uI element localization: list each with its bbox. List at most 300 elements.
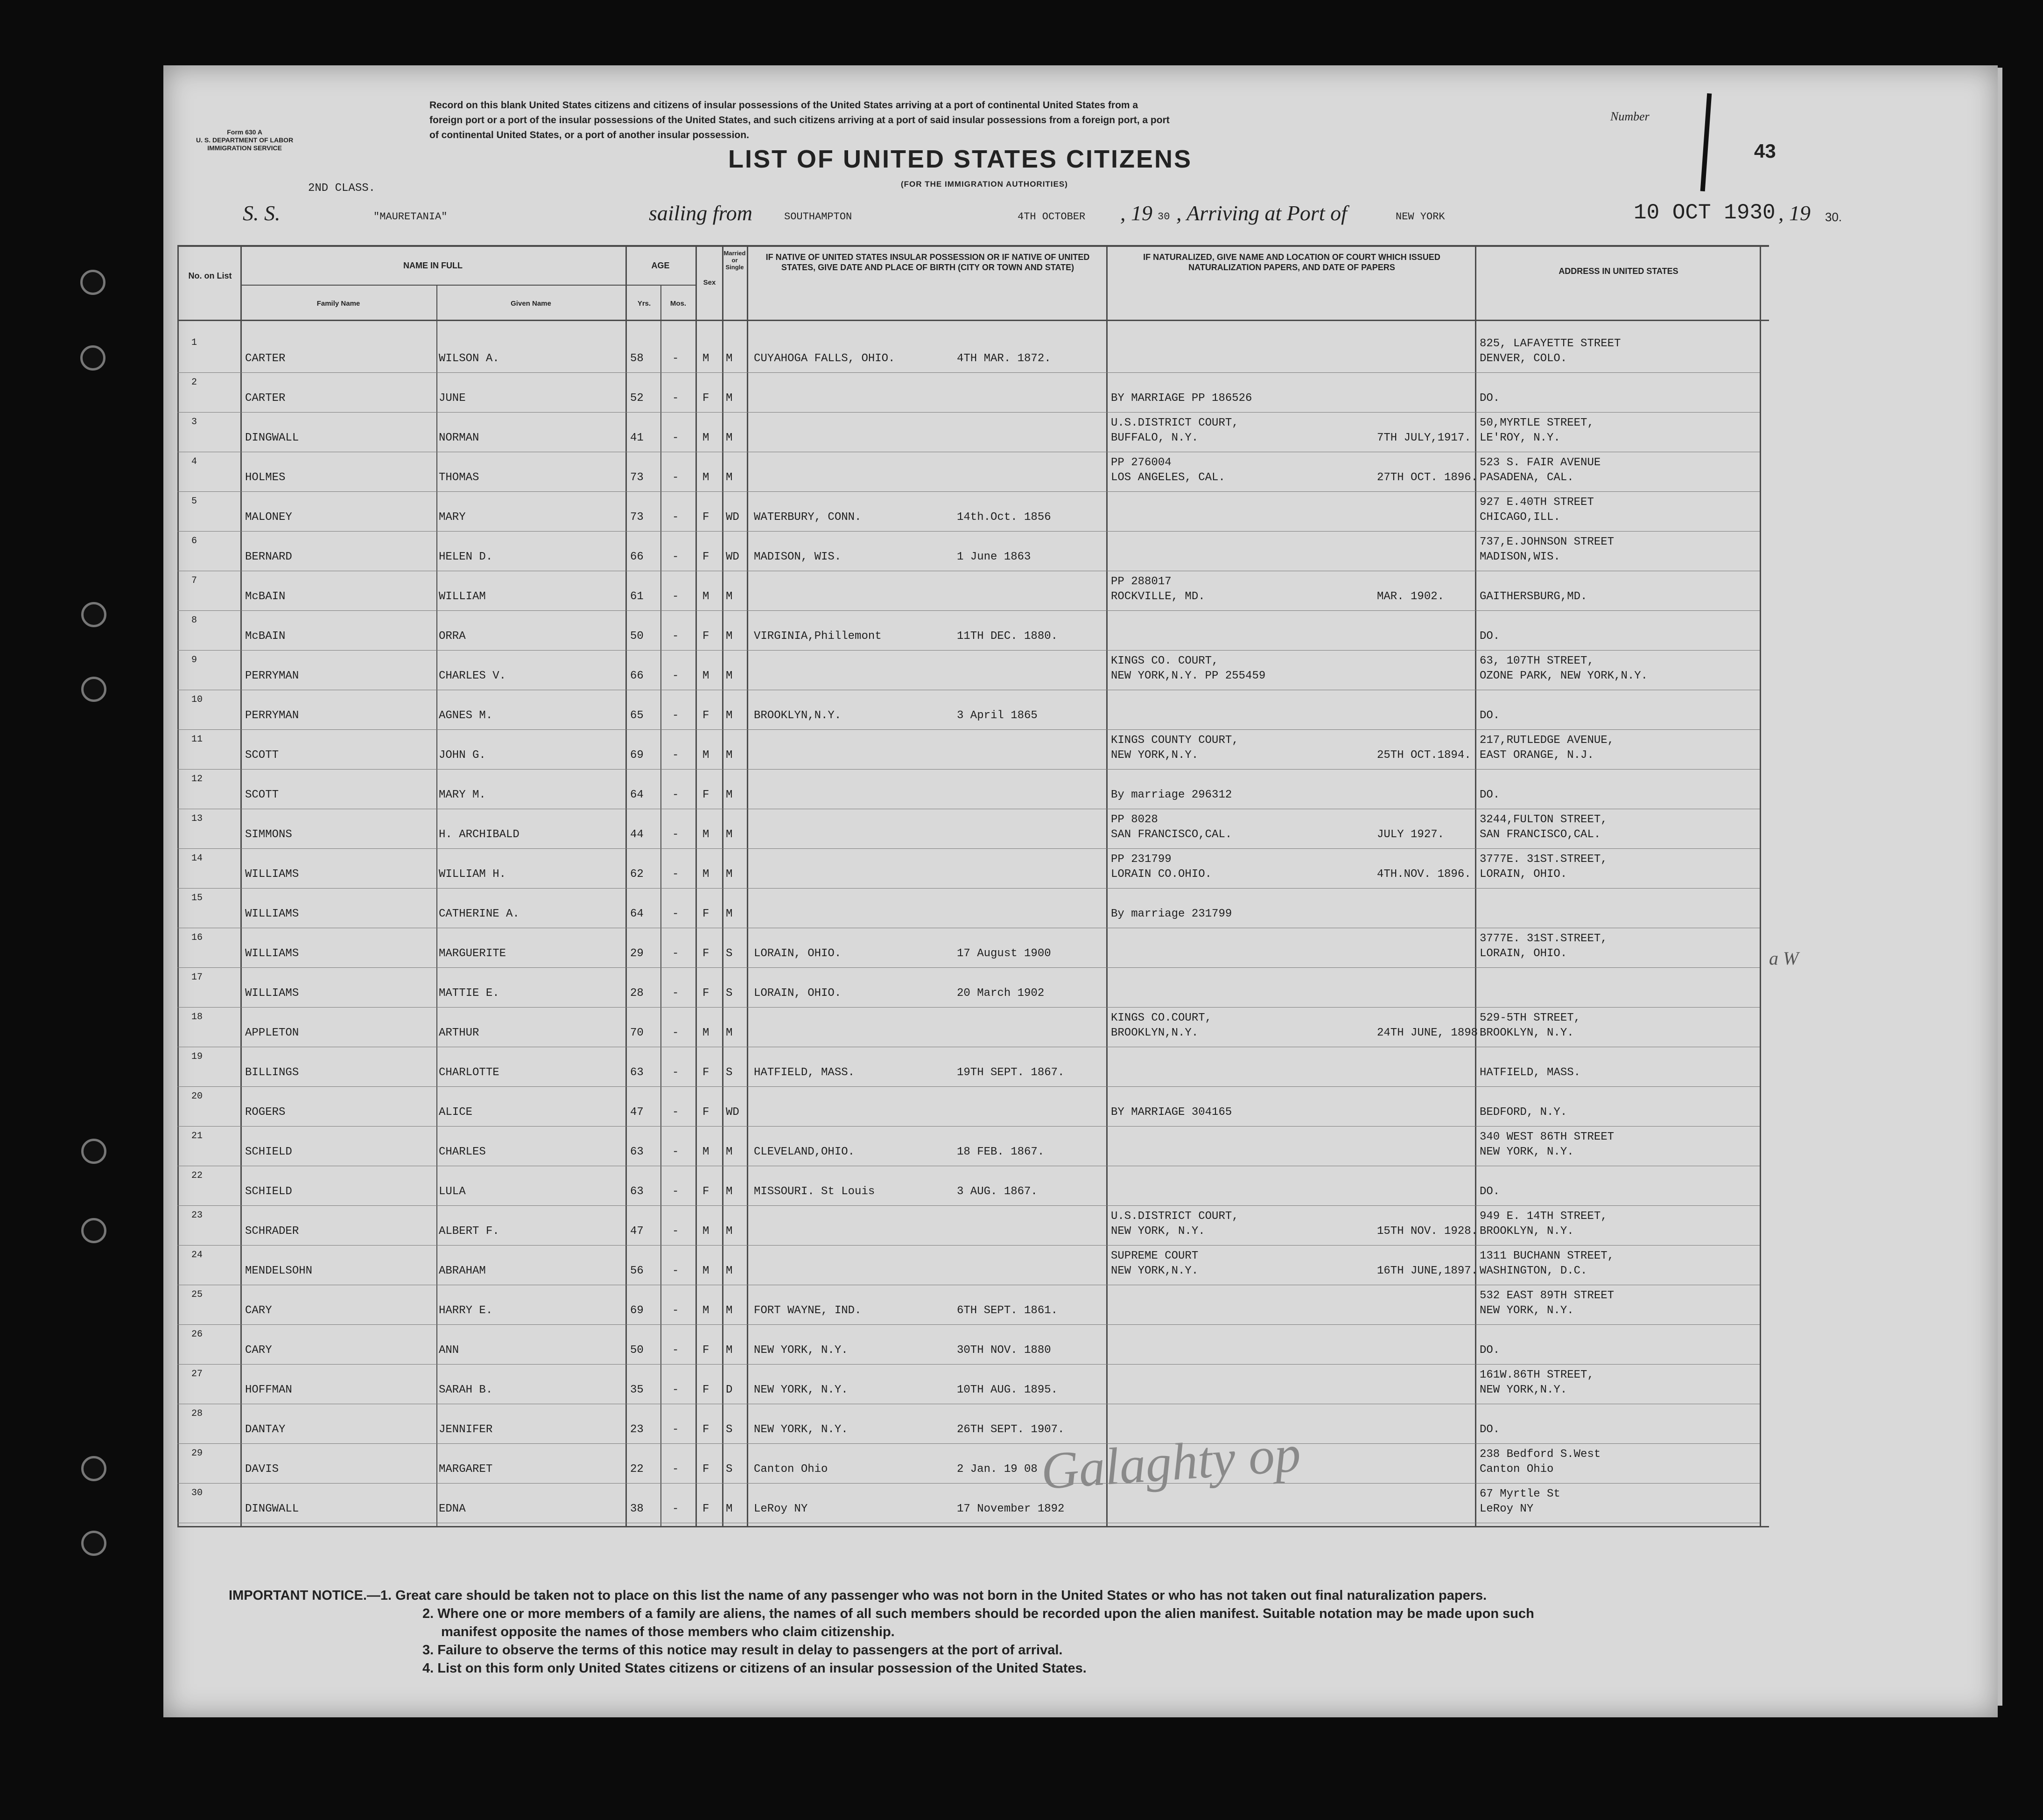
- address-line-2: BROOKLYN, N.Y.: [1480, 1225, 1574, 1238]
- passenger-class: 2ND CLASS.: [308, 182, 376, 195]
- naturalization-court: SUPREME COURT: [1111, 1250, 1199, 1262]
- row-number: 28: [191, 1408, 203, 1419]
- row-divider: [177, 372, 1760, 373]
- family-name: CARTER: [245, 352, 286, 365]
- punch-hole: [80, 345, 105, 371]
- naturalization-court: KINGS COUNTY COURT,: [1111, 734, 1239, 747]
- row-divider: [177, 412, 1760, 413]
- age-months: -: [672, 1304, 679, 1317]
- age-months: -: [672, 551, 679, 563]
- row-number: 29: [191, 1448, 203, 1459]
- naturalization-date: MAR. 1902.: [1377, 590, 1445, 603]
- punch-hole: [81, 1218, 106, 1243]
- birth-place: VIRGINIA,Phillemont: [754, 630, 882, 643]
- age-years: 35: [630, 1384, 644, 1396]
- row-number: 10: [191, 694, 203, 705]
- marital-status: M: [726, 630, 733, 643]
- naturalization-location: LORAIN CO.OHIO.: [1111, 868, 1212, 881]
- birth-date: 14th.Oct. 1856: [957, 511, 1051, 524]
- address-line-1: 340 WEST 86TH STREET: [1480, 1131, 1615, 1143]
- header-line: foreign port or a port of the insular possessions of the United States, and such citizens arriving at a port of said insular possessions from a foreign port, a port: [429, 115, 1170, 126]
- notice-item-3: 3. Failure to observe the terms of this notice may result in delay to passengers at the port of arrival.: [422, 1643, 1063, 1658]
- age-months: -: [672, 828, 679, 841]
- given-name: CATHERINE A.: [439, 908, 520, 920]
- naturalization-location: LOS ANGELES, CAL.: [1111, 471, 1225, 484]
- given-name: JOHN G.: [439, 749, 486, 762]
- marital-status: WD: [726, 1106, 739, 1119]
- age-years: 50: [630, 630, 644, 643]
- arrival-year: 30.: [1825, 210, 1842, 224]
- table-bottom-border: [177, 1526, 1769, 1527]
- family-name: DAVIS: [245, 1463, 279, 1476]
- naturalization-location: BY MARRIAGE 304165: [1111, 1106, 1232, 1119]
- sex: F: [702, 1384, 709, 1396]
- naturalization-date: 16TH JUNE,1897.: [1377, 1265, 1478, 1277]
- age-months: -: [672, 630, 679, 643]
- header-subdivider: [242, 285, 695, 286]
- address-line-2: OZONE PARK, NEW YORK,N.Y.: [1480, 670, 1648, 682]
- family-name: PERRYMAN: [245, 670, 299, 682]
- punch-hole: [80, 270, 105, 295]
- birth-place: HATFIELD, MASS.: [754, 1066, 855, 1079]
- row-divider: [177, 1086, 1760, 1087]
- naturalization-date: JULY 1927.: [1377, 828, 1445, 841]
- age-years: 65: [630, 709, 644, 722]
- punch-hole: [81, 1139, 106, 1164]
- naturalization-court: U.S.DISTRICT COURT,: [1111, 1210, 1239, 1223]
- birth-date: 17 August 1900: [957, 947, 1051, 960]
- birth-date: 3 April 1865: [957, 709, 1038, 722]
- sex: F: [702, 511, 709, 524]
- row-number: 21: [191, 1131, 203, 1141]
- age-months: -: [672, 392, 679, 405]
- age-months: -: [672, 789, 679, 801]
- punch-hole: [81, 602, 106, 627]
- sex: F: [702, 789, 709, 801]
- age-years: 38: [630, 1503, 644, 1515]
- marital-status: M: [726, 789, 733, 801]
- address-line-1: 523 S. FAIR AVENUE: [1480, 456, 1601, 469]
- family-name: PERRYMAN: [245, 709, 299, 722]
- row-number: 20: [191, 1091, 203, 1102]
- birth-date: 11TH DEC. 1880.: [957, 630, 1058, 643]
- column-header-family: Family Name: [316, 300, 360, 308]
- address-line-1: 67 Myrtle St: [1480, 1488, 1560, 1500]
- given-name: EDNA: [439, 1503, 466, 1515]
- marital-status: D: [726, 1384, 733, 1396]
- age-years: 47: [630, 1106, 644, 1119]
- sex: M: [702, 1225, 709, 1238]
- notice-title: IMPORTANT NOTICE.: [229, 1588, 367, 1603]
- age-years: 44: [630, 828, 644, 841]
- row-divider: [177, 1443, 1760, 1444]
- family-name: HOLMES: [245, 471, 286, 484]
- address-line-1: 825, LAFAYETTE STREET: [1480, 337, 1621, 350]
- row-divider: [177, 769, 1760, 770]
- age-years: 66: [630, 670, 644, 682]
- age-months: -: [672, 1344, 679, 1357]
- given-name: AGNES M.: [439, 709, 493, 722]
- column-header-address: ADDRESS IN UNITED STATES: [1559, 266, 1678, 276]
- given-name: WILSON A.: [439, 352, 499, 365]
- marital-status: WD: [726, 511, 739, 524]
- column-header-given: Given Name: [511, 300, 551, 308]
- service-name: IMMIGRATION SERVICE: [207, 144, 282, 152]
- address-line-2: DENVER, COLO.: [1480, 352, 1567, 365]
- age-years: 64: [630, 789, 644, 801]
- age-months: -: [672, 670, 679, 682]
- address-line-1: 3777E. 31ST.STREET,: [1480, 932, 1608, 945]
- row-number: 8: [191, 615, 197, 626]
- age-months: -: [672, 749, 679, 762]
- family-name: ROGERS: [245, 1106, 286, 1119]
- birth-place: LORAIN, OHIO.: [754, 987, 842, 1000]
- age-years: 63: [630, 1185, 644, 1198]
- family-name: BERNARD: [245, 551, 292, 563]
- number-label: Number: [1610, 110, 1650, 123]
- ss-label: S. S.: [243, 201, 281, 225]
- row-divider: [177, 491, 1760, 492]
- age-years: 70: [630, 1027, 644, 1039]
- inspector-signature: Galaghty op: [1039, 1424, 1303, 1501]
- naturalization-date: 25TH OCT.1894.: [1377, 749, 1471, 762]
- row-number: 24: [191, 1250, 203, 1260]
- row-divider: [177, 1126, 1760, 1127]
- row-number: 2: [191, 377, 197, 388]
- row-divider: [177, 1245, 1760, 1246]
- age-months: -: [672, 511, 679, 524]
- column-header-naturalization: IF NATURALIZED, GIVE NAME AND LOCATION OF COURT WHICH ISSUED NATURALIZATION PAPERS, AND DATE OF PAPERS: [1143, 252, 1440, 272]
- age-months: -: [672, 1146, 679, 1158]
- given-name: MARY: [439, 511, 466, 524]
- row-divider: [177, 729, 1760, 730]
- row-number: 5: [191, 496, 197, 507]
- naturalization-location: NEW YORK,N.Y. PP 255459: [1111, 670, 1266, 682]
- column-divider: [1106, 245, 1108, 1526]
- family-name: BILLINGS: [245, 1066, 299, 1079]
- given-name: ABRAHAM: [439, 1265, 486, 1277]
- marital-status: WD: [726, 551, 739, 563]
- address-line-2: CHICAGO,ILL.: [1480, 511, 1560, 524]
- address-line-2: GAITHERSBURG,MD.: [1480, 590, 1587, 603]
- notice-item-4: 4. List on this form only United States citizens or citizens of an insular possession of the United States.: [422, 1661, 1087, 1676]
- marital-status: S: [726, 1066, 733, 1079]
- address-line-1: 737,E.JOHNSON STREET: [1480, 536, 1615, 548]
- address-line-2: DO.: [1480, 1185, 1500, 1198]
- sex: F: [702, 551, 709, 563]
- row-number: 26: [191, 1329, 203, 1340]
- age-months: -: [672, 987, 679, 1000]
- address-line-2: NEW YORK, N.Y.: [1480, 1304, 1574, 1317]
- marital-status: S: [726, 947, 733, 960]
- marital-status: S: [726, 1463, 733, 1476]
- row-divider: [177, 1007, 1760, 1008]
- given-name: WILLIAM H.: [439, 868, 506, 881]
- address-line-2: LORAIN, OHIO.: [1480, 868, 1567, 881]
- birth-place: BROOKLYN,N.Y.: [754, 709, 842, 722]
- column-header-yrs: Yrs.: [637, 300, 651, 308]
- column-divider: [1475, 245, 1476, 1526]
- address-line-1: 3777E. 31ST.STREET,: [1480, 853, 1608, 866]
- sex: F: [702, 1185, 709, 1198]
- marital-status: S: [726, 987, 733, 1000]
- age-years: 69: [630, 1304, 644, 1317]
- birth-place: LeRoy NY: [754, 1503, 808, 1515]
- given-name: CHARLOTTE: [439, 1066, 499, 1079]
- age-years: 73: [630, 511, 644, 524]
- family-name: WILLIAMS: [245, 868, 299, 881]
- notice-item-2b: manifest opposite the names of those members who claim citizenship.: [441, 1624, 895, 1639]
- marital-status: M: [726, 868, 733, 881]
- naturalization-date: 27TH OCT. 1896.: [1377, 471, 1478, 484]
- birth-date: 19TH SEPT. 1867.: [957, 1066, 1065, 1079]
- column-divider: [240, 245, 242, 1526]
- age-years: 28: [630, 987, 644, 1000]
- row-divider: [177, 650, 1760, 651]
- form-agency-block: [196, 128, 293, 152]
- birth-place: CUYAHOGA FALLS, OHIO.: [754, 352, 895, 365]
- given-name: HELEN D.: [439, 551, 493, 563]
- marital-status: M: [726, 352, 733, 365]
- marital-status: M: [726, 1027, 733, 1039]
- marital-status: M: [726, 828, 733, 841]
- age-years: 52: [630, 392, 644, 405]
- sex: F: [702, 630, 709, 643]
- birth-date: 1 June 1863: [957, 551, 1031, 563]
- family-name: McBAIN: [245, 590, 286, 603]
- row-number: 25: [191, 1289, 203, 1300]
- age-months: -: [672, 1384, 679, 1396]
- sex: M: [702, 868, 709, 881]
- given-name: MARY M.: [439, 789, 486, 801]
- naturalization-date: 7TH JULY,1917.: [1377, 432, 1471, 444]
- naturalization-court: KINGS CO.COURT,: [1111, 1012, 1212, 1024]
- header-line: Record on this blank United States citizens and citizens of insular possessions of the United States arriving at a port of continental United States from a: [429, 100, 1138, 111]
- page-number: 43: [1754, 140, 1776, 162]
- naturalization-court: PP 8028: [1111, 813, 1158, 826]
- given-name: SARAH B.: [439, 1384, 493, 1396]
- naturalization-location: SAN FRANCISCO,CAL.: [1111, 828, 1232, 841]
- manifest-sheet: [163, 65, 1998, 1717]
- naturalization-court: PP 231799: [1111, 853, 1172, 866]
- row-number: 4: [191, 456, 197, 467]
- given-name: ALICE: [439, 1106, 473, 1119]
- row-number: 23: [191, 1210, 203, 1221]
- table-top-border: [177, 245, 1769, 247]
- birth-place: CLEVELAND,OHIO.: [754, 1146, 855, 1158]
- row-number: 12: [191, 774, 203, 784]
- table-header-border: [177, 320, 1769, 321]
- address-line-2: LE'ROY, N.Y.: [1480, 432, 1560, 444]
- age-years: 56: [630, 1265, 644, 1277]
- marital-status: M: [726, 709, 733, 722]
- address-line-2: SAN FRANCISCO,CAL.: [1480, 828, 1601, 841]
- marital-status: M: [726, 908, 733, 920]
- column-header-age: AGE: [651, 261, 670, 270]
- arriving-label: , Arriving at Port of: [1176, 201, 1347, 225]
- margin-note: a W: [1769, 948, 1799, 969]
- sex: M: [702, 352, 709, 365]
- age-months: -: [672, 352, 679, 365]
- naturalization-court: KINGS CO. COURT,: [1111, 655, 1219, 667]
- age-years: 22: [630, 1463, 644, 1476]
- family-name: WILLIAMS: [245, 908, 299, 920]
- birth-place: NEW YORK, N.Y.: [754, 1344, 848, 1357]
- arrival-date-stamp: 10 OCT 1930: [1634, 201, 1776, 225]
- age-years: 69: [630, 749, 644, 762]
- row-divider: [177, 1205, 1760, 1206]
- given-name: CHARLES: [439, 1146, 486, 1158]
- address-line-2: LeRoy NY: [1480, 1503, 1534, 1515]
- address-line-1: 532 EAST 89TH STREET: [1480, 1289, 1615, 1302]
- given-name: ANN: [439, 1344, 459, 1357]
- page-title: LIST OF UNITED STATES CITIZENS: [728, 145, 1192, 173]
- family-name: SCHIELD: [245, 1185, 292, 1198]
- birth-place: MADISON, WIS.: [754, 551, 842, 563]
- column-header-sex: Sex: [703, 279, 716, 287]
- marital-status: M: [726, 1344, 733, 1357]
- family-name: WILLIAMS: [245, 987, 299, 1000]
- birth-date: 20 March 1902: [957, 987, 1045, 1000]
- row-number: 1: [191, 337, 197, 348]
- row-number: 11: [191, 734, 203, 745]
- sex: F: [702, 392, 709, 405]
- address-line-1: 238 Bedford S.West: [1480, 1448, 1601, 1461]
- address-line-2: BEDFORD, N.Y.: [1480, 1106, 1567, 1119]
- age-months: -: [672, 908, 679, 920]
- given-name: LULA: [439, 1185, 466, 1198]
- given-name: HARRY E.: [439, 1304, 493, 1317]
- address-line-1: 927 E.40TH STREET: [1480, 496, 1594, 509]
- age-years: 61: [630, 590, 644, 603]
- naturalization-court: PP 276004: [1111, 456, 1172, 469]
- birth-date: 26TH SEPT. 1907.: [957, 1423, 1065, 1436]
- column-divider: [695, 245, 697, 1526]
- column-header-birth: IF NATIVE OF UNITED STATES INSULAR POSSESSION OR IF NATIVE OF UNITED STATES, GIVE DATE AND PLACE OF BIRTH (CITY OR TOWN AND STATE): [765, 252, 1090, 272]
- family-name: CARY: [245, 1344, 272, 1357]
- birth-place: WATERBURY, CONN.: [754, 511, 862, 524]
- marital-status: M: [726, 1146, 733, 1158]
- row-divider: [177, 888, 1760, 889]
- family-name: SIMMONS: [245, 828, 292, 841]
- birth-date: 30TH NOV. 1880: [957, 1344, 1051, 1357]
- sex: F: [702, 987, 709, 1000]
- row-number: 27: [191, 1369, 203, 1379]
- naturalization-court: U.S.DISTRICT COURT,: [1111, 417, 1239, 429]
- given-name: ALBERT F.: [439, 1225, 499, 1238]
- marital-status: M: [726, 749, 733, 762]
- family-name: CARY: [245, 1304, 272, 1317]
- column-divider: [625, 245, 627, 1526]
- row-divider: [177, 848, 1760, 849]
- row-divider: [177, 1324, 1760, 1325]
- naturalization-court: PP 288017: [1111, 575, 1172, 588]
- row-number: 30: [191, 1488, 203, 1498]
- marital-status: M: [726, 471, 733, 484]
- naturalization-location: NEW YORK,N.Y.: [1111, 749, 1199, 762]
- age-months: -: [672, 1265, 679, 1277]
- naturalization-location: BUFFALO, N.Y.: [1111, 432, 1199, 444]
- given-name: ARTHUR: [439, 1027, 479, 1039]
- given-name: MARGUERITE: [439, 947, 506, 960]
- birth-date: 4TH MAR. 1872.: [957, 352, 1051, 365]
- family-name: SCOTT: [245, 749, 279, 762]
- naturalization-date: 15TH NOV. 1928.: [1377, 1225, 1478, 1238]
- header-instructions: [429, 98, 1170, 143]
- age-months: -: [672, 868, 679, 881]
- family-name: DANTAY: [245, 1423, 286, 1436]
- family-name: DINGWALL: [245, 1503, 299, 1515]
- marital-status: M: [726, 1185, 733, 1198]
- naturalization-location: By marriage 296312: [1111, 789, 1232, 801]
- punch-hole: [81, 677, 106, 702]
- column-divider: [747, 245, 748, 1526]
- year-prefix: , 19: [1120, 201, 1152, 225]
- birth-date: 10TH AUG. 1895.: [957, 1384, 1058, 1396]
- age-years: 66: [630, 551, 644, 563]
- age-months: -: [672, 1423, 679, 1436]
- age-months: -: [672, 471, 679, 484]
- sex: M: [702, 828, 709, 841]
- birth-date: 18 FEB. 1867.: [957, 1146, 1045, 1158]
- row-number: 9: [191, 655, 197, 665]
- column-header-no: No. on List: [188, 271, 232, 280]
- sex: M: [702, 471, 709, 484]
- address-line-1: 949 E. 14TH STREET,: [1480, 1210, 1608, 1223]
- department-name: U. S. DEPARTMENT OF LABOR: [196, 136, 294, 144]
- address-line-1: 63, 107TH STREET,: [1480, 655, 1594, 667]
- family-name: SCOTT: [245, 789, 279, 801]
- address-line-2: LORAIN, OHIO.: [1480, 947, 1567, 960]
- ship-name: "MAURETANIA": [373, 211, 448, 223]
- sex: F: [702, 1423, 709, 1436]
- notice-line-1: [229, 1587, 1956, 1605]
- given-name: JENNIFER: [439, 1423, 493, 1436]
- sex: F: [702, 1503, 709, 1515]
- column-divider: [722, 245, 723, 1526]
- marital-status: M: [726, 1265, 733, 1277]
- given-name: MATTIE E.: [439, 987, 499, 1000]
- departure-date: 4TH OCTOBER: [1018, 211, 1086, 223]
- sex: F: [702, 1106, 709, 1119]
- address-line-1: 217,RUTLEDGE AVENUE,: [1480, 734, 1615, 747]
- age-months: -: [672, 947, 679, 960]
- family-name: APPLETON: [245, 1027, 299, 1039]
- sex: F: [702, 908, 709, 920]
- age-years: 63: [630, 1146, 644, 1158]
- given-name: H. ARCHIBALD: [439, 828, 520, 841]
- age-months: -: [672, 709, 679, 722]
- marital-status: M: [726, 1503, 733, 1515]
- age-months: -: [672, 590, 679, 603]
- address-line-2: PASADENA, CAL.: [1480, 471, 1574, 484]
- sex: M: [702, 1265, 709, 1277]
- address-line-1: 3244,FULTON STREET,: [1480, 813, 1608, 826]
- naturalization-location: NEW YORK, N.Y.: [1111, 1225, 1205, 1238]
- sex: F: [702, 1463, 709, 1476]
- age-years: 64: [630, 908, 644, 920]
- address-line-2: HATFIELD, MASS.: [1480, 1066, 1581, 1079]
- age-years: 41: [630, 432, 644, 444]
- given-name: ORRA: [439, 630, 466, 643]
- age-months: -: [672, 1463, 679, 1476]
- given-name: JUNE: [439, 392, 466, 405]
- row-divider: [177, 1364, 1760, 1365]
- age-months: -: [672, 1066, 679, 1079]
- address-line-2: WASHINGTON, D.C.: [1480, 1265, 1587, 1277]
- punch-hole: [81, 1531, 106, 1556]
- row-number: 14: [191, 853, 203, 864]
